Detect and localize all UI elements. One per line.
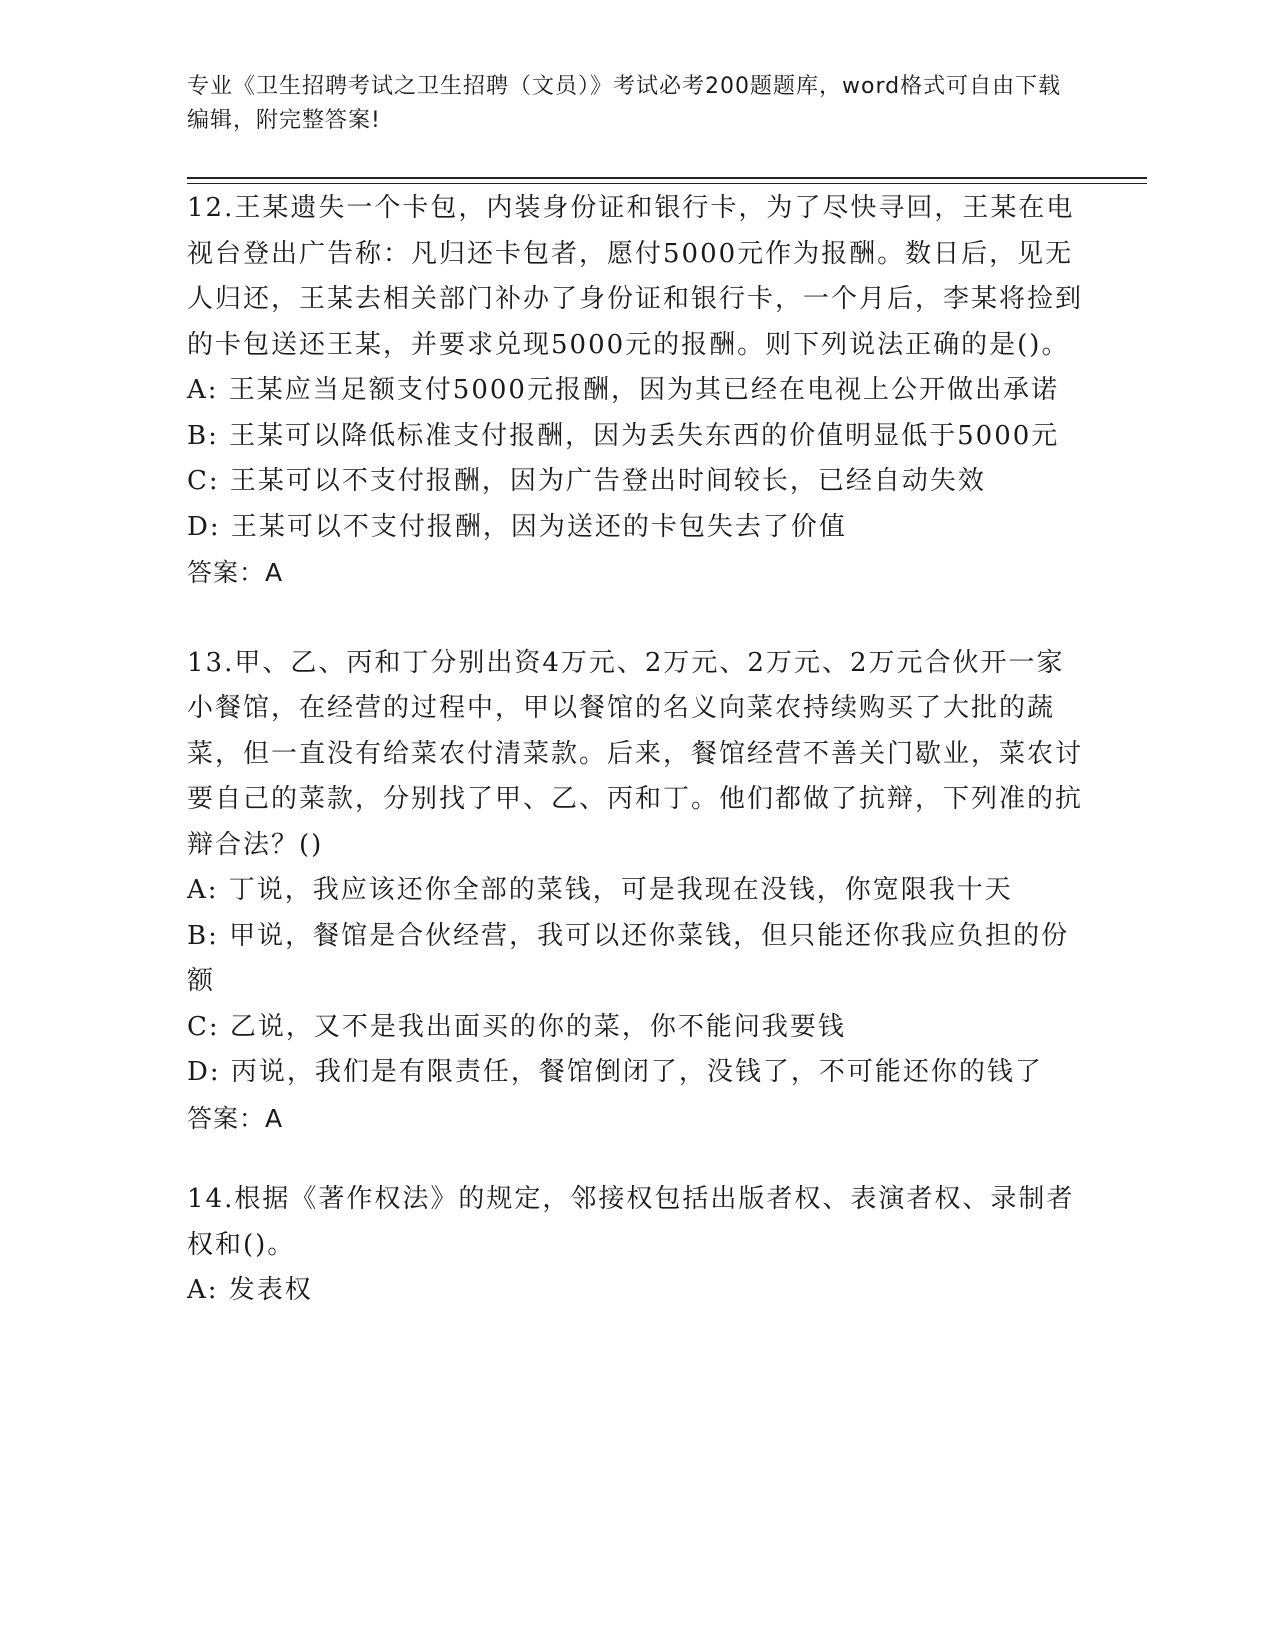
option-a: A: 发表权 xyxy=(187,1275,313,1305)
question-14 xyxy=(187,1177,1087,1314)
document-body xyxy=(187,186,1087,1314)
header-divider-thick xyxy=(187,177,1147,179)
option-c: C: 王某可以不支付报酬，因为广告登出时间较长，已经自动失效 xyxy=(187,466,986,496)
question-stem: 12.王某遗失一个卡包，内装身份证和银行卡，为了尽快寻回，王某在电视台登出广告称：凡归还卡包者，愿付5000元作为报酬。数日后，见无人归还，王某去相关部门补办了身份证和银行卡，一个月后，李某将捡到的卡包送还王某，并要求兑现5000元的报酬。则下列说法正确的是()。 xyxy=(187,193,1084,360)
option-b: B: 甲说，餐馆是合伙经营，我可以还你菜钱，但只能还你我应负担的份额 xyxy=(187,920,1070,996)
question-spacer xyxy=(187,1141,1087,1177)
question-stem: 14.根据《著作权法》的规定，邻接权包括出版者权、表演者权、录制者权和()。 xyxy=(187,1184,1075,1260)
document-header: 专业《卫生招聘考试之卫生招聘（文员）》考试必考200题题库，word格式可自由下载编辑，附完整答案! xyxy=(187,74,1062,133)
header-divider-thin xyxy=(187,183,1147,184)
answer: 答案：A xyxy=(187,558,284,587)
option-a: A: 丁说，我应该还你全部的菜钱，可是我现在没钱，你宽限我十天 xyxy=(187,875,1013,905)
option-b: B: 王某可以降低标准支付报酬，因为丢失东西的价值明显低于5000元 xyxy=(187,420,1060,451)
answer: 答案：A xyxy=(187,1103,284,1133)
option-d: D: 王某可以不支付报酬，因为送还的卡包失去了价值 xyxy=(187,511,847,542)
question-13 xyxy=(187,641,1087,1142)
question-spacer xyxy=(187,596,1087,641)
option-c: C: 乙说，又不是我出面买的你的菜，你不能问我要钱 xyxy=(187,1011,846,1042)
question-stem: 13.甲、乙、丙和丁分别出资4万元、2万元、2万元、2万元合伙开一家小餐馆，在经营的过程中，甲以餐馆的名义向菜农持续购买了大批的蔬菜，但一直没有给菜农付清菜款。后来，餐馆经营不善关门歇业，菜农讨要自己的菜款，分别找了甲、乙、丙和丁。他们都做了抗辩，下列准的抗辩合法？() xyxy=(187,647,1084,860)
question-12 xyxy=(187,186,1087,596)
option-d: D: 丙说，我们是有限责任，餐馆倒闭了，没钱了，不可能还你的钱了 xyxy=(187,1057,1043,1087)
option-a: A: 王某应当足额支付5000元报酬，因为其已经在电视上公开做出承诺 xyxy=(187,375,1059,405)
